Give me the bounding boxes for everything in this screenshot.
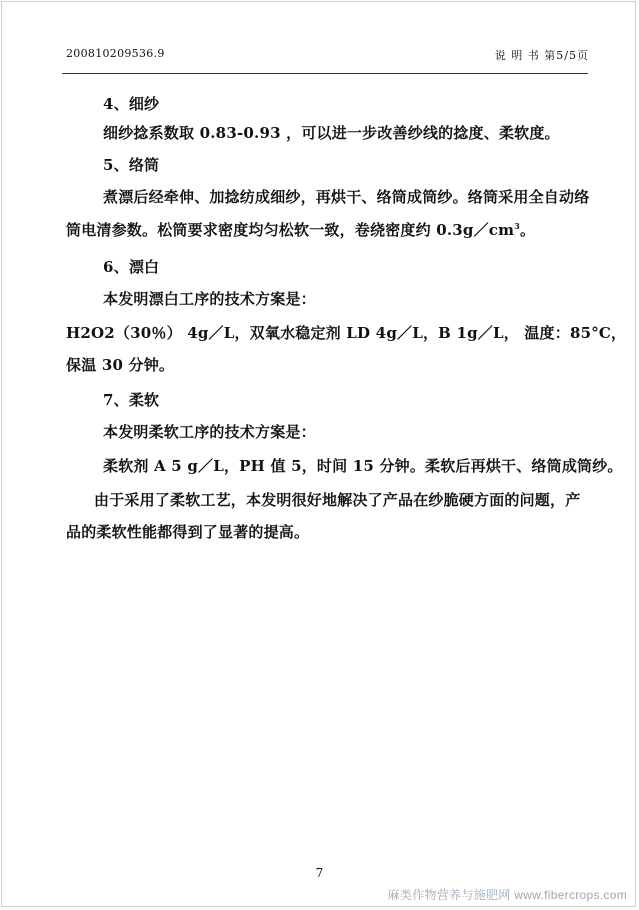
paragraph-softening-intro: 本发明柔软工序的技术方案是： — [103, 423, 316, 441]
patent-number: 200810209536.9 — [66, 47, 165, 60]
header-section-page: 说 明 书 第5/5页 — [494, 49, 589, 62]
paragraph-conclusion-line-2: 品的柔软性能都得到了显著的提高。 — [66, 523, 310, 541]
paragraph-conclusion-line-1: 由于采用了柔软工艺，本发明很好地解决了产品在纱脆硬方面的问题，产 — [94, 491, 581, 509]
page-number: 7 — [315, 866, 324, 880]
heading-bleaching: 6、漂白 — [103, 258, 160, 276]
paragraph-spinning: 细纱捻系数取 0.83-0.93 ，可以进一步改善纱线的捻度、柔软度。 — [103, 124, 560, 142]
winding-period: 。 — [520, 221, 536, 239]
paragraph-softening-line-1: 柔软剂 A 5 g／L，PH 值 5，时间 15 分钟。柔软后再烘干、络筒成筒纱。 — [103, 457, 623, 475]
superscript-3: 3 — [514, 221, 520, 231]
heading-softening: 7、柔软 — [103, 391, 160, 409]
paragraph-bleaching-line-2: 保温 30 分钟。 — [66, 356, 175, 374]
heading-spinning: 4、细纱 — [103, 95, 160, 113]
paragraph-winding-line-2 — [66, 219, 535, 240]
watermark: 麻类作物营养与施肥网 www.fibercrops.com — [387, 888, 627, 902]
paragraph-bleaching-intro: 本发明漂白工序的技术方案是： — [103, 290, 316, 308]
header-divider — [62, 73, 588, 74]
winding-density-text: 筒电清参数。松筒要求密度均匀松软一致，卷绕密度约 0.3g／cm — [66, 221, 515, 239]
heading-winding: 5、络筒 — [103, 156, 160, 174]
paragraph-bleaching-line-1: H2O2（30％） 4g／L，双氧水稳定剂 LD 4g／L，B 1g／L， 温度：85°C， — [66, 324, 627, 342]
paragraph-winding-line-1: 煮漂后经牵伸、加捻纺成细纱，再烘干、络筒成筒纱。络筒采用全自动络 — [103, 188, 590, 206]
